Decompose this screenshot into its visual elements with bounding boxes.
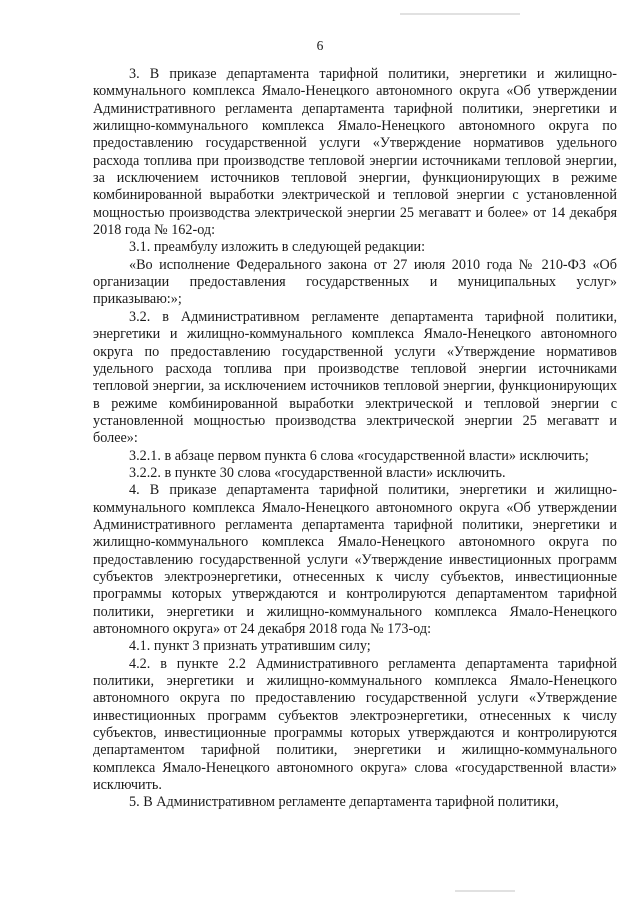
scan-artifact-top xyxy=(400,13,520,15)
paragraph-3: 3. В приказе департамента тарифной политики, энергетики и жилищно-коммунального комплекса Ямало-Ненецкого автономного округа «Об утверждении Административного регламента департамента тарифной политики, энергетики и жилищно-коммунального комплекса Ямало-Ненецкого автономного округа по предоставлению государственной услуги «Утверждение нормативов удельного расхода топлива при производстве тепловой энергии источниками тепловой энергии, за исключением источников тепловой энергии, функционирующих в режиме комбинированной выработки электрической и тепловой энергии с установленной мощностью производства электрической энергии 25 мегаватт и более» от 14 декабря 2018 года № 162-од: xyxy=(93,66,617,239)
paragraph-3-1: 3.1. преамбулу изложить в следующей редакции: xyxy=(129,239,426,256)
document-body xyxy=(93,66,617,812)
paragraph-3-2-1: 3.2.1. в абзаце первом пункта 6 слова «государственной власти» исключить; xyxy=(129,447,589,464)
paragraph-4-2: 4.2. в пункте 2.2 Административного регламента департамента тарифной политики, энергетики и жилищно-коммунального комплекса Ямало-Ненецкого автономного округа по предоставлению государственной услуги «Утверждение инвестиционных программ субъектов электроэнергетики, отнесенных к числу субъектов, инвестиционные программы которых утверждаются и контролируются департаментом тарифной политики, энергетики и жилищно-коммунального комплекса Ямало-Ненецкого автономного округа» слова «государственной власти» исключить. xyxy=(93,655,617,794)
paragraph-3-2-2: 3.2.2. в пункте 30 слова «государственной власти» исключить. xyxy=(129,464,506,481)
paragraph-3-2: 3.2. в Административном регламенте департамента тарифной политики, энергетики и жилищно-коммунального комплекса Ямало-Ненецкого автономного округа по предоставлению государственной услуги «Утверждение нормативов удельного расхода топлива при производстве тепловой энергии источниками тепловой энергии, за исключением источников тепловой энергии, функционирующих в режиме комбинированной выработки электрической и тепловой энергии с установленной мощностью производства электрической энергии 25 мегаватт и более»: xyxy=(93,308,617,447)
paragraph-4-1: 4.1. пункт 3 признать утратившим силу; xyxy=(129,638,371,655)
paragraph-3-1-quote: «Во исполнение Федерального закона от 27 июля 2010 года № 210-ФЗ «Об организации предоставления государственных и муниципальных услуг» приказываю:»; xyxy=(93,256,617,308)
paragraph-4: 4. В приказе департамента тарифной политики, энергетики и жилищно-коммунального комплекса Ямало-Ненецкого автономного округа «Об утверждении Административного регламента департамента тарифной политики, энергетики и жилищно-коммунального комплекса Ямало-Ненецкого автономного округа по предоставлению государственной услуги «Утверждение инвестиционных программ субъектов электроэнергетики, отнесенных к числу субъектов, инвестиционные программы которых утверждаются и контролируются департаментом тарифной политики, энергетики и жилищно-коммунального комплекса Ямало-Ненецкого автономного округа» от 24 декабря 2018 года № 173-од: xyxy=(93,482,617,637)
scan-artifact-bottom xyxy=(455,890,515,892)
page-number: 6 xyxy=(316,38,324,53)
paragraph-5: 5. В Административном регламенте департамента тарифной политики, xyxy=(129,794,559,811)
